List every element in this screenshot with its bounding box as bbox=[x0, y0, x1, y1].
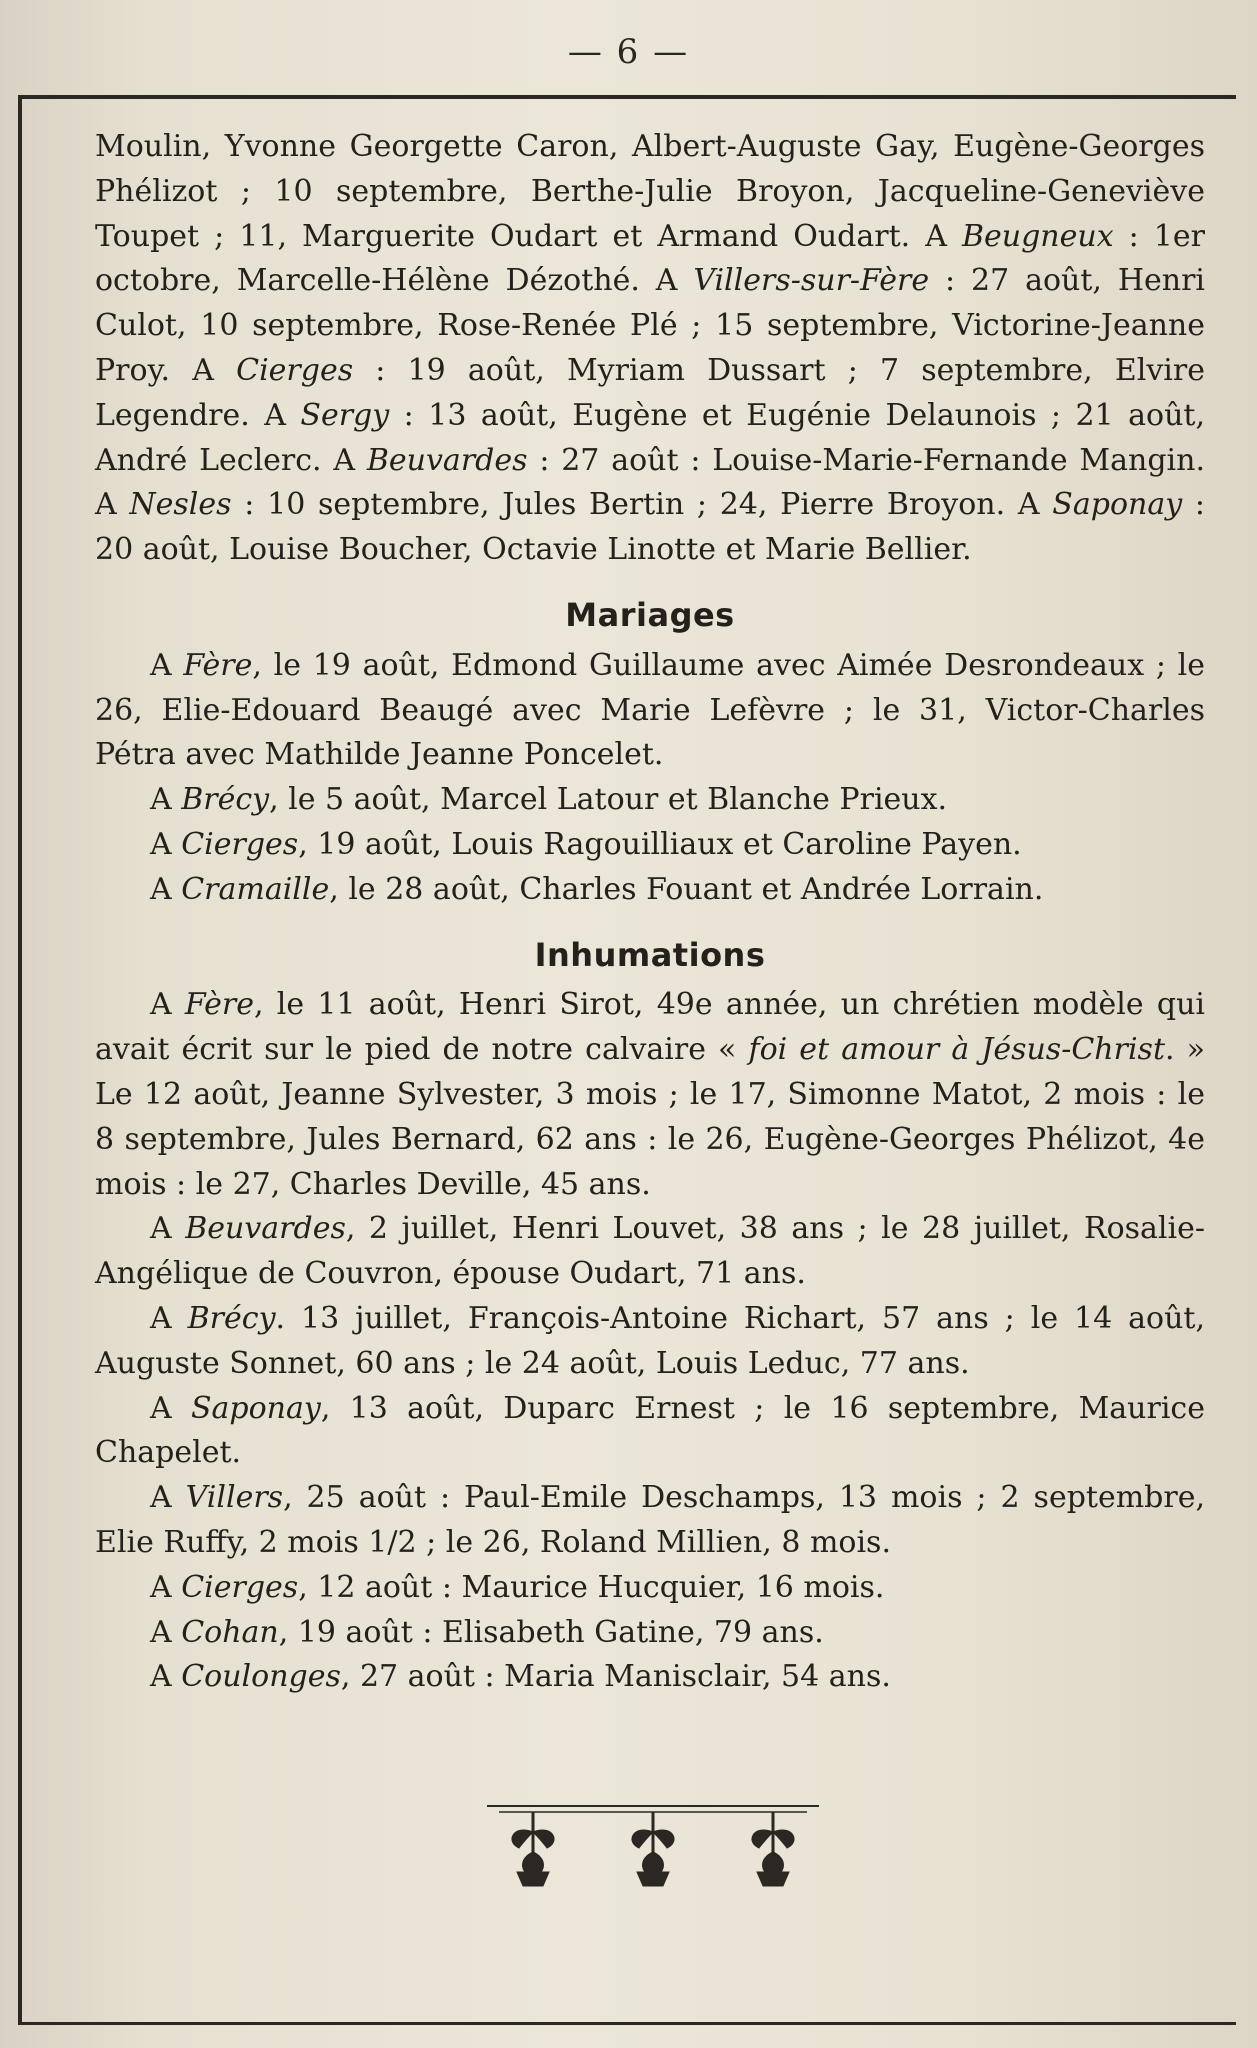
place-name: Beuvardes bbox=[366, 442, 528, 478]
place-name: Beuvardes bbox=[185, 1211, 346, 1247]
inhumations-list bbox=[95, 1207, 1205, 1700]
entry-prefix: A bbox=[150, 1390, 191, 1426]
entry-prefix: A bbox=[150, 1300, 188, 1336]
place-name: Villers-sur-Fère bbox=[693, 263, 930, 299]
text-run: : 1er octobre, Marcelle-Hélène Dézothé. A bbox=[95, 218, 1205, 299]
inhumations-heading: Inhumations bbox=[534, 935, 766, 974]
text-run: , le 11 août, Henri Sirot, 49e année, un chrétien modèle qui avait écrit sur le pied de notre calvaire « bbox=[95, 987, 1205, 1068]
inhumation-entry bbox=[95, 1207, 1205, 1297]
entry-text: , 19 août : Elisabeth Gatine, 79 ans. bbox=[278, 1614, 824, 1650]
births-continued-paragraph bbox=[95, 125, 1205, 573]
entry-text: . 13 juillet, François-Antoine Richart, 57 ans ; le 14 août, Auguste Sonnet, 60 ans ; le 24 août, Louis Leduc, 77 ans. bbox=[95, 1300, 1206, 1381]
entry-prefix: A bbox=[150, 1480, 186, 1516]
place-name: Saponay bbox=[1052, 487, 1183, 523]
inhumation-entry bbox=[95, 1655, 1205, 1700]
entry-text: , le 19 août, Edmond Guillaume avec Aimée Desrondeaux ; le 26, Elie-Edouard Beaugé avec Marie Lefèvre ; le 31, Victor-Charles Pétra avec Mathilde Jeanne Poncelet. bbox=[95, 647, 1206, 773]
place-name: Cierges bbox=[181, 1569, 299, 1605]
entry-prefix: A bbox=[150, 1614, 182, 1650]
inhumation-entry bbox=[95, 1297, 1205, 1387]
text-run: Moulin, Yvonne Georgette Caron, Albert-Auguste Gay, Eugène-Georges Phélizot ; 10 septembre, Berthe-Julie Broyon, Jacqueline-Geneviève Toupet ; 11, Marguerite Oudart et Armand Oudart. A bbox=[95, 129, 1205, 254]
mariage-entry bbox=[95, 644, 1205, 778]
text-run: : 20 août, Louise Boucher, Octavie Linotte et Marie Bellier. bbox=[95, 487, 1205, 568]
mariages-list bbox=[95, 644, 1205, 913]
place-name: Cohan bbox=[181, 1614, 279, 1650]
place-name: Fère bbox=[184, 987, 254, 1023]
inhumation-entry bbox=[95, 1611, 1205, 1656]
mariages-heading: Mariages bbox=[565, 595, 735, 634]
place-name: Villers bbox=[185, 1480, 284, 1516]
place-name: Saponay bbox=[190, 1390, 321, 1426]
entry-text: , 19 août, Louis Ragouilliaux et Caroline Payen. bbox=[298, 826, 1022, 862]
text-run: : 27 août : Louise-Marie-Fernande Mangin. A bbox=[95, 442, 1205, 523]
text-run: : 10 septembre, Jules Bertin ; 24, Pierre Broyon. A bbox=[231, 487, 1053, 523]
page-number: — 6 — bbox=[567, 32, 690, 72]
mariage-entry bbox=[95, 823, 1205, 868]
inhumation-entry-fere bbox=[95, 983, 1205, 1207]
entry-prefix: A bbox=[150, 1211, 186, 1247]
text-run: A bbox=[150, 987, 185, 1023]
entry-prefix: A bbox=[150, 1569, 182, 1605]
place-name: Brécy bbox=[181, 782, 270, 818]
place-name: Cierges bbox=[181, 826, 299, 862]
entry-text: , le 5 août, Marcel Latour et Blanche Prieux. bbox=[269, 782, 948, 818]
inhumation-entry bbox=[95, 1387, 1205, 1477]
entry-prefix: A bbox=[150, 871, 182, 907]
text-run: : 13 août, Eugène et Eugénie Delaunois ; 21 août, André Leclerc. A bbox=[95, 397, 1205, 478]
mariage-entry bbox=[95, 778, 1205, 823]
page-content bbox=[95, 125, 1205, 1700]
entry-prefix: A bbox=[150, 1659, 182, 1695]
mariage-entry bbox=[95, 868, 1205, 913]
entry-prefix: A bbox=[150, 647, 184, 683]
inhumation-entry bbox=[95, 1476, 1205, 1566]
inhumation-entry bbox=[95, 1566, 1205, 1611]
place-name: Beugneux bbox=[961, 218, 1114, 254]
place-name: Sergy bbox=[300, 397, 390, 433]
entry-prefix: A bbox=[150, 826, 182, 862]
text-run: : 19 août, Myriam Dussart ; 7 septembre, Elvire Legendre. A bbox=[95, 352, 1205, 433]
place-name: Coulonges bbox=[181, 1659, 341, 1695]
entry-text: , 12 août : Maurice Hucquier, 16 mois. bbox=[298, 1569, 885, 1605]
entry-text: , le 28 août, Charles Fouant et Andrée Lorrain. bbox=[329, 871, 1044, 907]
place-name: Cramaille bbox=[181, 871, 330, 907]
text-run: : 27 août, Henri Culot, 10 septembre, Rose-Renée Plé ; 15 septembre, Victorine-Jeanne Proy. A bbox=[95, 263, 1205, 388]
entry-text: , 13 août, Duparc Ernest ; le 16 septembre, Maurice Chapelet. bbox=[95, 1390, 1205, 1471]
entry-text: , 27 août : Maria Manisclair, 54 ans. bbox=[340, 1659, 891, 1695]
text-run: . » Le 12 août, Jeanne Sylvester, 3 mois ; le 17, Simonne Matot, 2 mois : le 8 septembre, Jules Bernard, 62 ans : le 26, Eugène-Georges Phélizot, 4e mois : le 27, Charles Deville, 45 ans. bbox=[95, 1032, 1205, 1202]
place-name: Fère bbox=[183, 647, 253, 683]
place-name: Cierges bbox=[236, 352, 354, 388]
place-name: foi et amour à Jésus-Christ bbox=[748, 1032, 1165, 1068]
place-name: Nesles bbox=[129, 487, 232, 523]
entry-text: , 25 août : Paul-Emile Deschamps, 13 mois ; 2 septembre, Elie Ruffy, 2 mois 1/2 ; le 26, Roland Millien, 8 mois. bbox=[95, 1480, 1205, 1560]
entry-text: , 2 juillet, Henri Louvet, 38 ans ; le 28 juillet, Rosalie-Angélique de Couvron, épouse Oudart, 71 ans. bbox=[95, 1211, 1206, 1292]
place-name: Brécy bbox=[187, 1300, 276, 1336]
floral-ornament-icon bbox=[485, 1802, 821, 1892]
entry-prefix: A bbox=[150, 782, 182, 818]
